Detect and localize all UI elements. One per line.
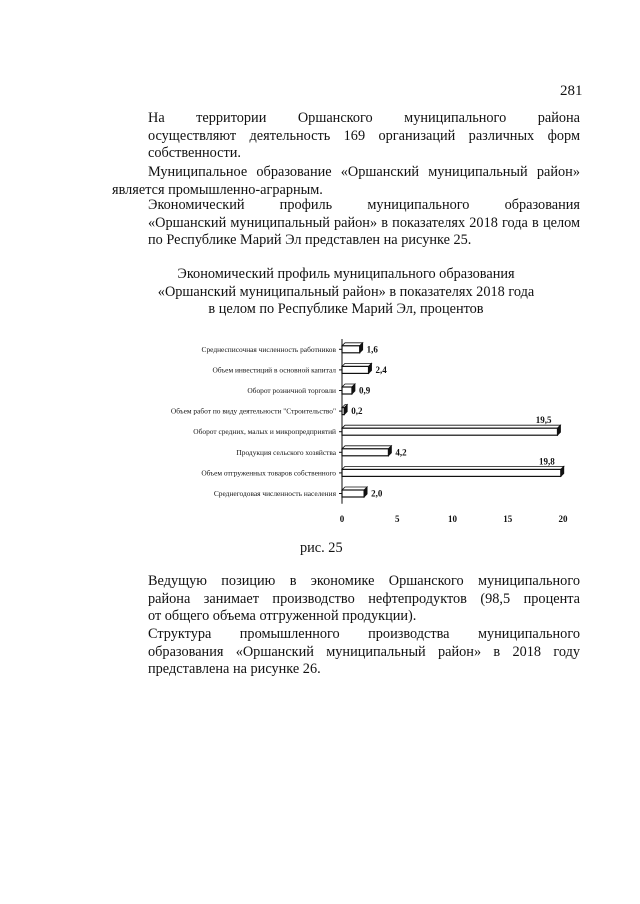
bar-chart [130,333,590,523]
category-label: Оборот средних, малых и микропредприятий [193,427,336,437]
paragraph-line: от общего объема отгруженной продукции). [148,608,417,624]
paragraph-line: собственности. [148,145,241,161]
paragraph-5 [112,626,580,679]
category-label: Среднесписочная численность работников [201,344,336,354]
bar [342,346,360,353]
bar [342,469,561,476]
x-tick-label: 0 [339,513,345,523]
bar [342,449,388,456]
value-label: 0,2 [351,406,363,417]
x-tick-label: 10 [448,513,457,523]
value-label: 2,0 [371,488,383,499]
bar [342,366,369,373]
paragraph-3 [112,197,580,250]
category-label: Среднегодовая численность населения [213,489,336,498]
category-label: Продукция сельского хозяйства [236,447,336,457]
value-label: 2,4 [375,364,387,375]
value-label: 1,6 [366,344,378,355]
value-label: 19,8 [539,456,555,467]
paragraph-line: На территории Оршанского муниципального района [148,110,580,126]
x-tick-label: 5 [395,513,400,523]
paragraph-line: Ведущую позицию в экономике Оршанского муниципального [148,573,580,589]
category-label: Объем работ по виду деятельности "Строительство" [170,406,336,416]
chart-title-line: «Оршанский муниципальный район» в показателях 2018 года [157,283,535,300]
bar [342,490,364,497]
category-label: Оборот розничной торговли [247,386,336,395]
category-label: Объем отгруженных товаров собственного [201,468,336,478]
paragraph-1 [112,110,580,163]
paragraph-line: Структура промышленного производства муниципального [148,626,580,642]
x-tick-label: 20 [558,513,568,523]
value-label: 4,2 [395,447,407,458]
paragraph-line: района занимает производство нефтепродуктов (98,5 процента [148,590,580,607]
paragraph-line: по Республике Марий Эл представлен на рисунке 25. [148,232,472,248]
chart-title-line: в целом по Республике Марий Эл, процентов [208,301,484,317]
paragraph-line: Муниципальное образование «Оршанский муниципальный район» [148,164,580,180]
chart-title-line: Экономический профиль муниципального образования [177,266,515,282]
paragraph-2 [112,164,580,199]
x-tick-label: 15 [503,513,513,523]
category-label: Объем инвестиций в основной капитал [212,365,336,375]
paragraph-line: «Оршанский муниципальный район» в показателях 2018 года в целом [148,214,580,231]
bar [342,428,557,435]
bar [342,387,352,394]
page-number: 281 [560,83,583,99]
paragraph-4 [112,573,580,626]
bar [342,408,344,415]
value-label: 19,5 [535,415,552,426]
value-label: 0,9 [358,385,371,396]
figure-caption: рис. 25 [300,540,343,556]
paragraph-line: Экономический профиль муниципального образования [148,197,580,213]
paragraph-line: образования «Оршанский муниципальный район» в 2018 году [148,643,580,660]
paragraph-line: представлена на рисунке 26. [148,661,321,677]
chart-title [112,266,580,319]
paragraph-line: осуществляют деятельность 169 организаций различных форм [148,127,580,144]
paragraph-line: является промышленно-аграрным. [112,181,323,198]
